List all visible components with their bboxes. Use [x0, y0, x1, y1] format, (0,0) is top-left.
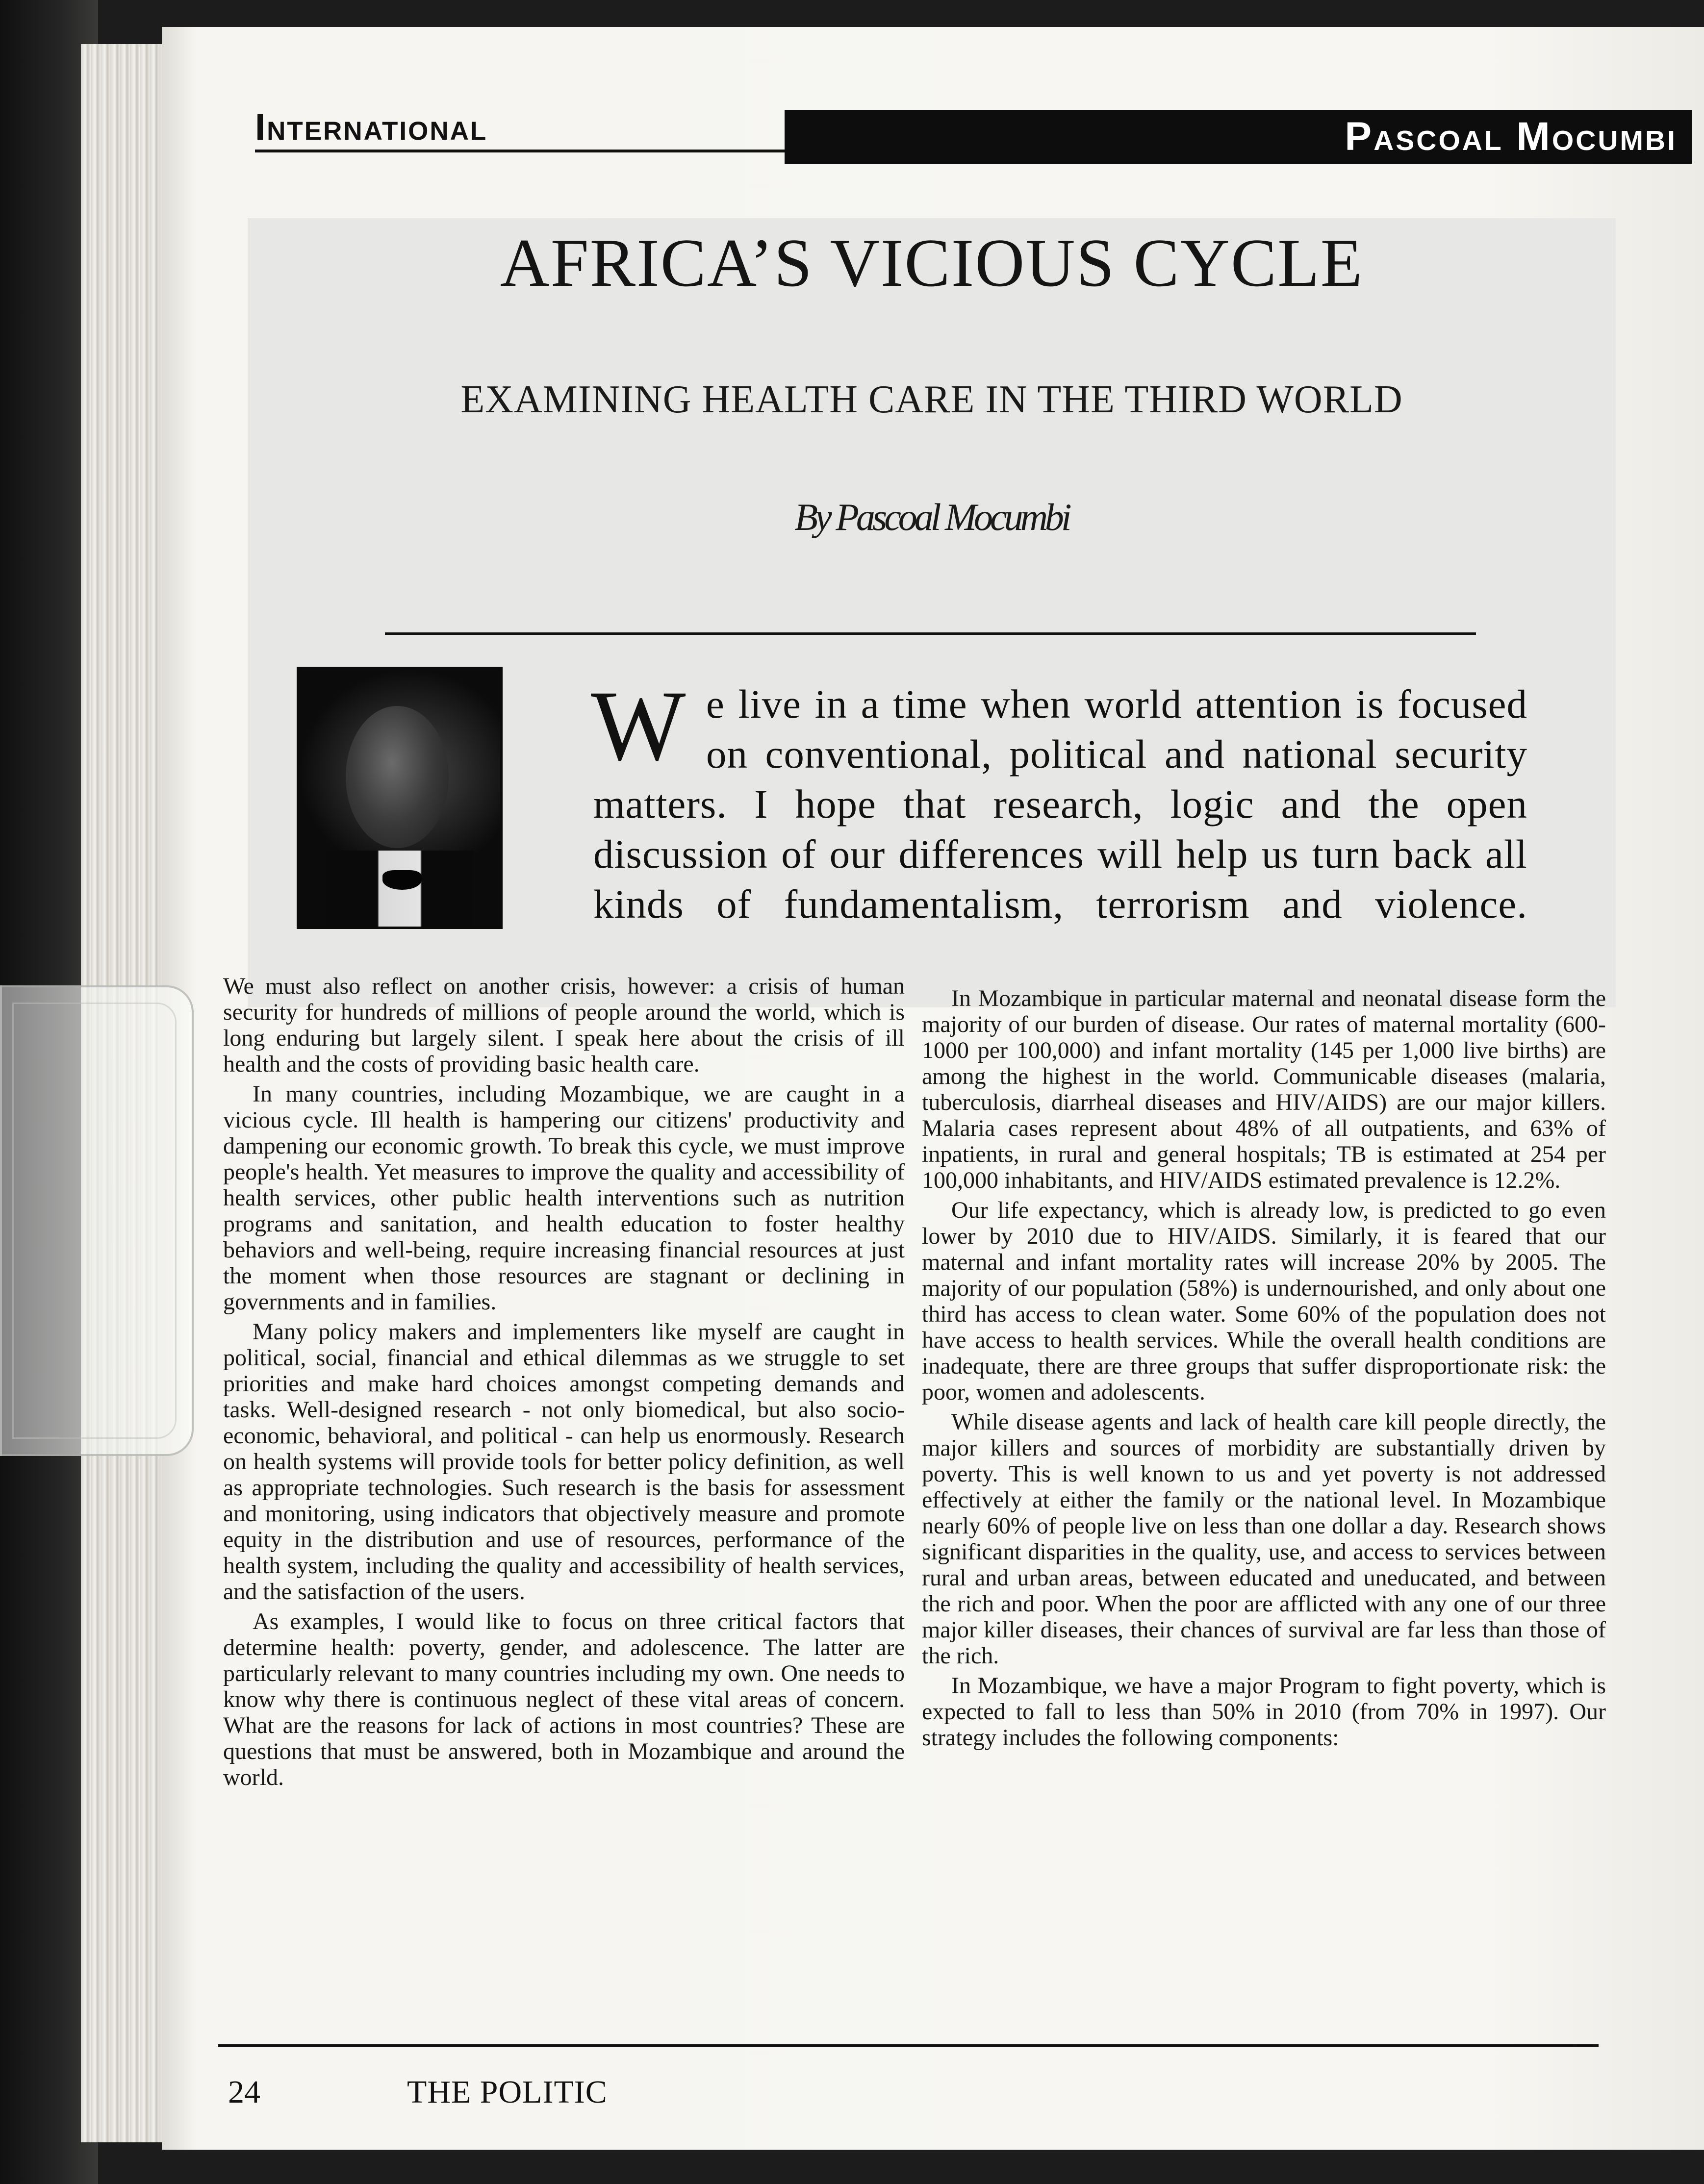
byline: By Pascoal Mocumbi — [794, 496, 1069, 538]
page-number: 24 — [228, 2074, 260, 2110]
photo-collar — [326, 851, 473, 929]
left-column — [223, 973, 905, 1790]
body-paragraph: While disease agents and lack of health care kill people directly, the major killers and sources of morbidity are substantially driven by poverty. This is well known to us and yet poverty is not addressed effectively at either the family or the national level. In Mozambique nearly 60% of people live on less than one dollar a day. Research shows significant disparities in the quality, use, and access to services between rural and urban areas, between educated and uneducated, and between the rich and poor. When the poor are afflicted with any one of our three major killer diseases, their chances of survival are far less than those of the rich. — [922, 1409, 1606, 1669]
lead-line: on conventional, political and national security — [706, 731, 1527, 777]
body-paragraph: In many countries, including Mozambique, we are caught in a vicious cycle. Ill health is hampering our citizens' productivity and dampening our economic growth. To break this cycle, we must improve people's health. Yet measures to improve the quality and accessibility of health services, other public health interventions such as nutrition programs and sanitation, and health education to foster healthy behaviors and well-being, require increasing financial resources at just the moment when those resources are stagnant or declining in governments and in families. — [223, 1081, 905, 1315]
title-divider — [385, 632, 1476, 635]
body-paragraph: In Mozambique, we have a major Program to fight poverty, which is expected to fall to less than 50% in 2010 (from 70% in 1997). Our strategy includes the following components: — [922, 1673, 1606, 1751]
lead-paragraph — [593, 679, 1527, 929]
lead-line: discussion of our differences will help us turn back all — [593, 831, 1527, 877]
section-label: International — [255, 106, 488, 148]
lead-line: matters. I hope that research, logic and the open — [593, 781, 1527, 827]
page-clip-inner — [12, 1003, 177, 1439]
body-paragraph: Our life expectancy, which is already low, is predicted to go even lower by 2010 due to HIV/AIDS. Similarly, it is feared that our maternal and infant mortality rates will increase 20% by 2005. The majority of our population (58%) is undernourished, and only about one third has access to clean water. Some 60% of the population does not have access to health services. While the overall health conditions are inadequate, there are three groups that suffer disproportionate risk: the poor, women and adolescents. — [922, 1197, 1606, 1405]
section-rule — [255, 150, 785, 152]
body-paragraph: In Mozambique in particular maternal and neonatal disease form the majority of our burden of disease. Our rates of maternal mortality (600-1000 per 100,000) and infant mortality (145 per 1,000 live births) are among the highest in the world. Communicable diseases (malaria, tuberculosis, diarrheal diseases and HIV/AIDS) are our major killers. Malaria cases represent about 48% of all outpatients, and 63% of inpatients, in rural and general hospitals; TB is estimated at 254 per 100,000 inhabitants, and HIV/AIDS estimated prevalence is 12.2%. — [922, 985, 1606, 1193]
author-tag: Pascoal Mocumbi — [785, 110, 1692, 164]
body-paragraph: As examples, I would like to focus on three critical factors that determine health: poverty, gender, and adolescence. The latter are particularly relevant to many countries including my own. One needs to know why there is continuous neglect of these vital areas of concern. What are the reasons for lack of actions in most countries? These are questions that must be answered, both in Mozambique and around the world. — [223, 1608, 905, 1790]
body-paragraph: We must also reflect on another crisis, however: a crisis of human security for hundreds of millions of people around the world, which is long enduring but largely silent. I speak here about the crisis of ill health and the costs of providing basic health care. — [223, 973, 905, 1077]
author-photo — [297, 667, 503, 929]
photo-face — [346, 706, 449, 848]
right-column — [922, 985, 1606, 1751]
photo-bowtie — [382, 870, 422, 890]
article-title: AFRICA’S VICIOUS CYCLE — [500, 225, 1364, 301]
lead-line: e live in a time when world attention is focused — [706, 681, 1527, 727]
footer-rule — [218, 2044, 1599, 2047]
drop-cap: W — [591, 670, 686, 781]
magazine-name: THE POLITIC — [407, 2074, 608, 2110]
article-subtitle: EXAMINING HEALTH CARE IN THE THIRD WORLD — [460, 378, 1403, 421]
lead-line: kinds of fundamentalism, terrorism and violence. — [593, 881, 1527, 927]
body-paragraph: Many policy makers and implementers like myself are caught in political, social, financial and ethical dilemmas as we struggle to set priorities and make hard choices amongst competing demands and tasks. Well-designed research - not only biomedical, but also socio-economic, behavioral, and political - can help us enormously. Research on health systems will provide tools for better policy definition, as well as appropriate technologies. Such research is the basis for assessment and monitoring, using indicators that objectively measure and promote equity in the distribution and use of resources, performance of the health system, including the quality and accessibility of health services, and the satisfaction of the users. — [223, 1319, 905, 1605]
